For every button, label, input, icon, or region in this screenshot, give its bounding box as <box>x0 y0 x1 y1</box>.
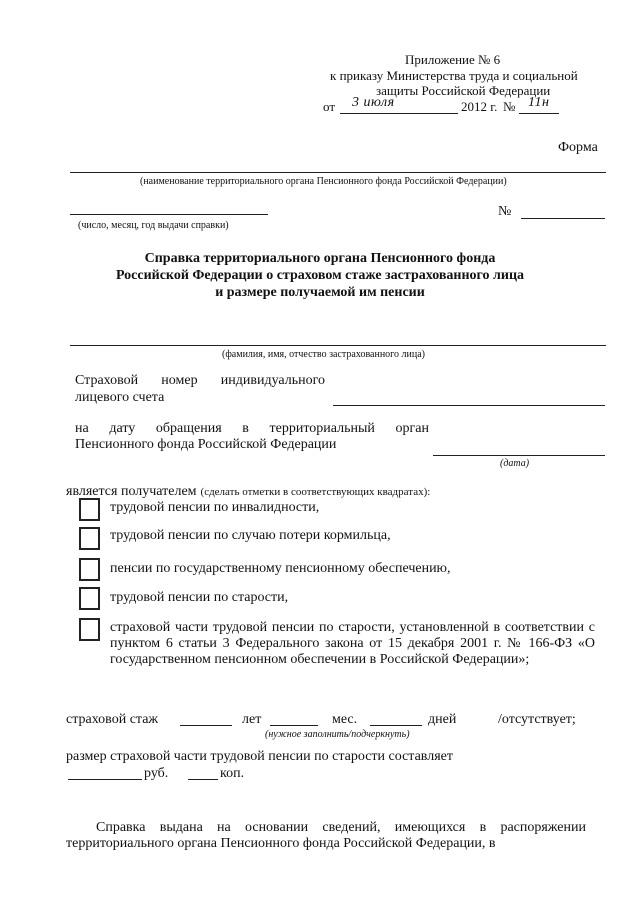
order-line: к приказу Министерства труда и социальной <box>330 68 578 83</box>
option-state-pension: пенсии по государственному пенсионному обеспечению, <box>110 561 451 576</box>
pension-amount-label: размер страховой части трудовой пенсии по старости составляет <box>66 749 453 764</box>
appeal-date-line <box>433 455 605 456</box>
body-name-caption: (наименование территориального органа Пенсионного фонда Российской Федерации) <box>140 176 507 187</box>
appeal-line-1: на дату обращения в территориальный орган <box>75 421 429 436</box>
body-name-line <box>70 172 606 173</box>
year-label: 2012 г. <box>461 99 498 114</box>
fio-caption: (фамилия, имя, отчество застрахованного лица) <box>222 349 425 360</box>
snils-line-1: Страховой номер индивидуального <box>75 373 325 388</box>
handwritten-number: 11н <box>528 95 550 110</box>
checkbox-disability[interactable] <box>79 498 100 521</box>
stazh-years-label: лет <box>242 712 262 727</box>
stazh-months-label: мес. <box>332 712 358 727</box>
form-label: Форма <box>558 140 598 155</box>
pension-kop-label: коп. <box>220 766 245 781</box>
number-label: № <box>503 99 516 114</box>
issue-date-line <box>70 214 268 215</box>
certificate-number-label: № <box>498 204 512 219</box>
stazh-days-line <box>370 725 422 726</box>
stazh-months-line <box>270 725 318 726</box>
from-label: от <box>323 99 336 114</box>
issue-date-caption: (число, месяц, год выдачи справки) <box>78 220 229 231</box>
title-line-2: Российской Федерации о страховом стаже застрахованного лица <box>115 268 525 283</box>
option-insurance-part: страховой части трудовой пенсии по старости, установленной в соответствии с пунктом 6 статьи 3 Федерального закона от 15 декабря 2001 г. № 166-ФЗ «О государственном пенсионном обеспечении в Российской Федерации»; <box>110 620 595 667</box>
pension-rub-line <box>68 779 142 780</box>
recipient-label: является получателем <box>66 484 197 499</box>
checkbox-state-pension[interactable] <box>79 558 100 581</box>
date-underline <box>340 113 458 114</box>
checkbox-old-age[interactable] <box>79 587 100 610</box>
footer-paragraph: Справка выдана на основании сведений, имеющихся в распоряжении территориального органа Пенсионного фонда Российской Федерации, в <box>66 820 586 851</box>
option-old-age: трудовой пенсии по старости, <box>110 590 289 605</box>
appeal-line-2: Пенсионного фонда Российской Федерации <box>75 437 337 452</box>
stazh-days-label: дней <box>428 712 457 727</box>
title-line-1: Справка территориального органа Пенсионного фонда <box>144 251 496 266</box>
checkbox-survivor[interactable] <box>79 527 100 550</box>
snils-line-2: лицевого счета <box>75 390 165 405</box>
stazh-label: страховой стаж <box>66 712 159 727</box>
option-disability: трудовой пенсии по инвалидности, <box>110 500 320 515</box>
snils-field-line <box>333 405 605 406</box>
ministry-line: защиты Российской Федерации <box>376 83 551 98</box>
handwritten-date: 3 июля <box>352 95 395 110</box>
stazh-absent-label: /отсутствует; <box>498 712 576 727</box>
option-survivor: трудовой пенсии по случаю потери кормильца, <box>110 528 391 543</box>
title-line-3: и размере получаемой им пенсии <box>215 285 425 300</box>
stazh-years-line <box>180 725 232 726</box>
recipient-line <box>66 482 430 500</box>
pension-rub-label: руб. <box>144 766 169 781</box>
recipient-hint: (сделать отметки в соответствующих квадратах): <box>200 486 431 498</box>
appendix-label: Приложение № 6 <box>405 52 501 67</box>
certificate-number-line <box>521 218 605 219</box>
pension-kop-line <box>188 779 218 780</box>
fio-line <box>70 345 606 346</box>
stazh-hint: (нужное заполнить/подчеркнуть) <box>265 729 410 740</box>
appeal-date-caption: (дата) <box>500 458 530 469</box>
checkbox-insurance-part[interactable] <box>79 618 100 641</box>
order-number-underline <box>519 113 559 114</box>
